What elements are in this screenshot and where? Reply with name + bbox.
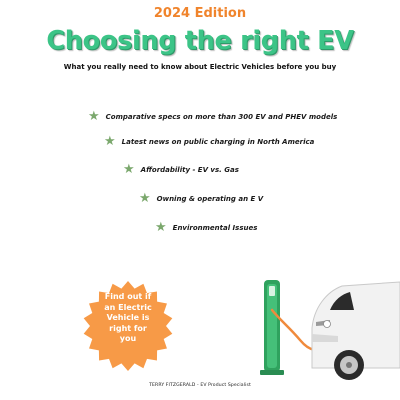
edition-label: 2024 Edition (153, 6, 247, 21)
badge-line: an Electric (104, 302, 152, 312)
star-icon: ★ (123, 162, 135, 177)
feature-text: Latest news on public charging in North America (121, 137, 315, 146)
star-icon: ★ (139, 191, 151, 206)
badge-line: Find out if (104, 292, 152, 301)
star-icon: ★ (155, 220, 167, 235)
feature-item-1 (88, 110, 337, 123)
badge-text (82, 292, 174, 345)
feature-item-5 (155, 221, 257, 234)
star-icon: ★ (88, 109, 100, 124)
feature-text: Owning & operating an E V (156, 194, 264, 203)
feature-item-3 (123, 163, 239, 176)
feature-item-4 (139, 192, 263, 205)
badge-line: you (119, 334, 137, 343)
star-icon: ★ (104, 134, 116, 149)
cover-subtitle: What you really need to know about Electric Vehicles before you buy (63, 63, 337, 71)
ev-charging-illustration (250, 270, 400, 380)
cover-title: Choosing the right EV (46, 26, 354, 56)
feature-text: Affordability - EV vs. Gas (140, 165, 239, 174)
badge-line: right for (109, 323, 147, 333)
feature-text: Environmental Issues (172, 223, 258, 232)
electric-car-icon (312, 282, 400, 380)
feature-text: Comparative specs on more than 300 EV and PHEV models (105, 112, 338, 121)
author-credit: TERRY FITZGERALD - EV Product Specialist (149, 383, 251, 388)
badge-line: Vehicle is (106, 313, 150, 322)
feature-item-2 (104, 135, 314, 148)
